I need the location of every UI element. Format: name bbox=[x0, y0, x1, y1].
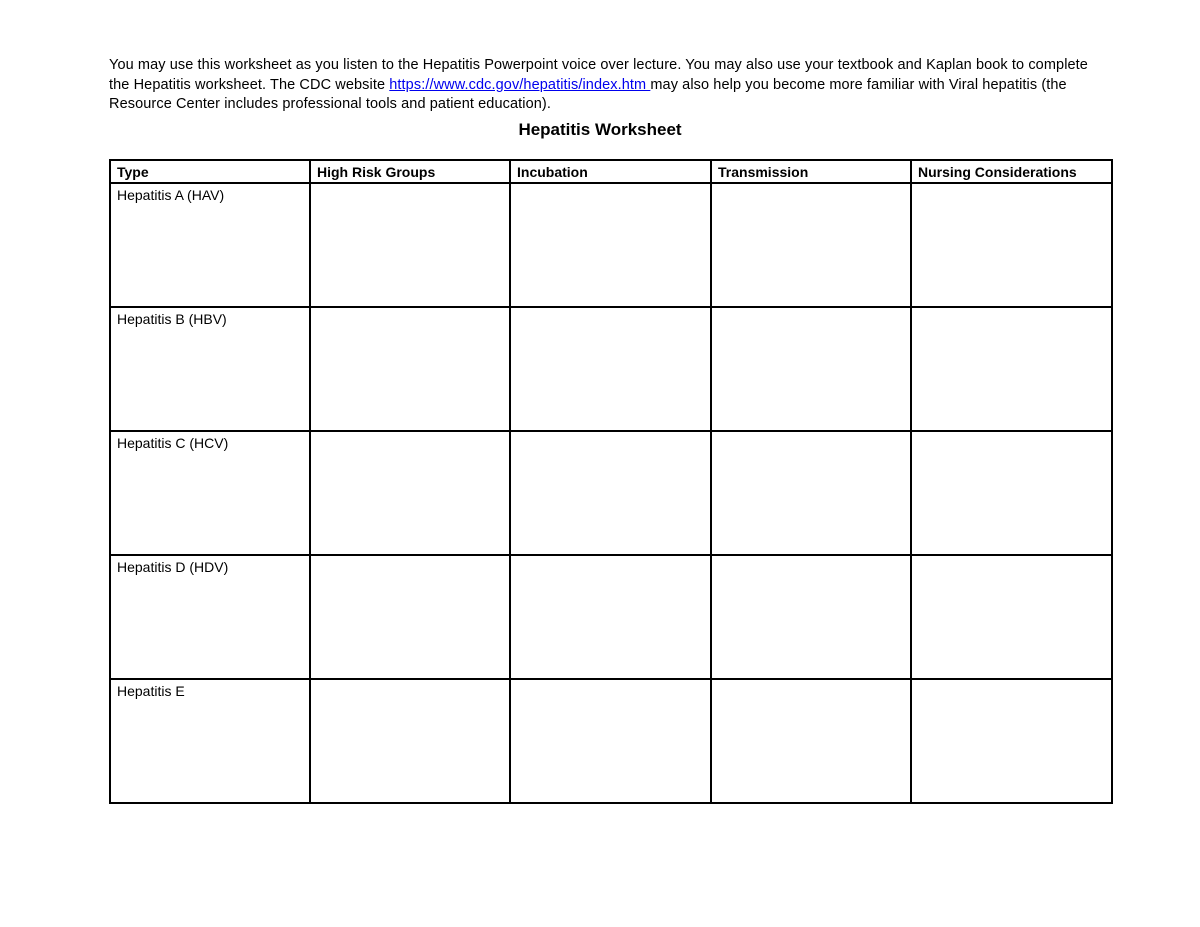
row-type-hev: Hepatitis E bbox=[110, 679, 310, 803]
row-type-hav: Hepatitis A (HAV) bbox=[110, 183, 310, 307]
row-type-hbv: Hepatitis B (HBV) bbox=[110, 307, 310, 431]
header-type: Type bbox=[110, 160, 310, 183]
cdc-website-link[interactable]: https://www.cdc.gov/hepatitis/index.htm bbox=[389, 76, 651, 93]
cell-high-risk-groups[interactable] bbox=[310, 183, 510, 307]
intro-text-start: You may use this worksheet as you listen to the Hepatitis Powerpoint voice over lecture. You may also use your textbook and Kaplan book to complete the Hepatitis worksheet. The CDC website bbox=[109, 57, 1088, 93]
cell-nursing-considerations[interactable] bbox=[911, 555, 1112, 679]
cell-nursing-considerations[interactable] bbox=[911, 307, 1112, 431]
table-row bbox=[110, 431, 1112, 555]
page-title: Hepatitis Worksheet bbox=[518, 120, 682, 139]
table-row bbox=[110, 555, 1112, 679]
row-type-hdv: Hepatitis D (HDV) bbox=[110, 555, 310, 679]
cell-transmission[interactable] bbox=[711, 679, 911, 803]
cell-high-risk-groups[interactable] bbox=[310, 307, 510, 431]
cell-high-risk-groups[interactable] bbox=[310, 431, 510, 555]
cell-incubation[interactable] bbox=[510, 555, 711, 679]
cell-incubation[interactable] bbox=[510, 183, 711, 307]
cell-nursing-considerations[interactable] bbox=[911, 431, 1112, 555]
cell-transmission[interactable] bbox=[711, 431, 911, 555]
cell-transmission[interactable] bbox=[711, 183, 911, 307]
header-transmission: Transmission bbox=[711, 160, 911, 183]
intro-paragraph bbox=[109, 56, 1099, 115]
cell-transmission[interactable] bbox=[711, 555, 911, 679]
table-row bbox=[110, 679, 1112, 803]
cell-nursing-considerations[interactable] bbox=[911, 679, 1112, 803]
cell-incubation[interactable] bbox=[510, 679, 711, 803]
cell-transmission[interactable] bbox=[711, 307, 911, 431]
row-type-hcv: Hepatitis C (HCV) bbox=[110, 431, 310, 555]
header-incubation: Incubation bbox=[510, 160, 711, 183]
cell-high-risk-groups[interactable] bbox=[310, 679, 510, 803]
cell-incubation[interactable] bbox=[510, 431, 711, 555]
header-high-risk-groups: High Risk Groups bbox=[310, 160, 510, 183]
cell-high-risk-groups[interactable] bbox=[310, 555, 510, 679]
table-row bbox=[110, 307, 1112, 431]
table-row bbox=[110, 183, 1112, 307]
hepatitis-worksheet-table bbox=[109, 159, 1113, 804]
header-nursing-considerations: Nursing Considerations bbox=[911, 160, 1112, 183]
cell-incubation[interactable] bbox=[510, 307, 711, 431]
table-header-row bbox=[110, 160, 1112, 183]
intro-text-end: may also help you become more familiar with Viral hepatitis (the Resource Center includes professional tools and patient education). bbox=[109, 76, 1067, 112]
cell-nursing-considerations[interactable] bbox=[911, 183, 1112, 307]
